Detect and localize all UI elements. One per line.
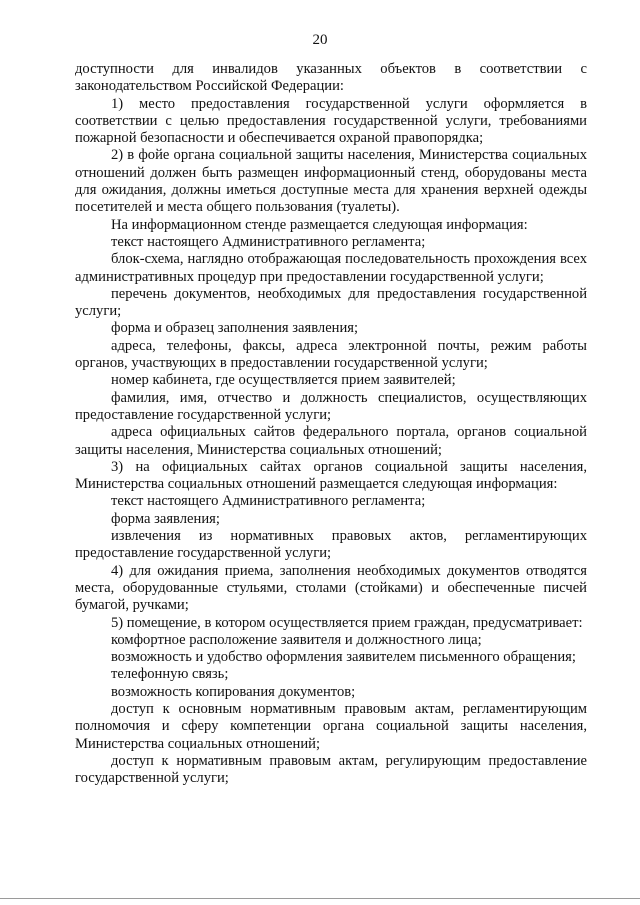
paragraph: адреса, телефоны, факсы, адреса электронной почты, режим работы органов, участвующих в предоставлении государственной услуги; [75,337,587,372]
paragraph: 3) на официальных сайтах органов социальной защиты населения, Министерства социальных отношений размещается следующая информация: [75,458,587,493]
paragraph: перечень документов, необходимых для предоставления государственной услуги; [75,285,587,320]
paragraph: форма заявления; [111,510,220,527]
paragraph: адреса официальных сайтов федерального портала, органов социальной защиты населения, Министерства социальных отношений; [75,424,587,458]
paragraph: блок-схема, наглядно отображающая последовательность прохождения всех административных процедур при предоставлении государственной услуги; [75,251,587,285]
paragraph: На информационном стенде размещается следующая информация: [111,216,528,233]
paragraph: 2) в фойе органа социальной защиты населения, Министерства социальных отношений должен быть размещен информационный стенд, оборудованы места для ожидания, должны иметься доступные места для хранения верхней одежды посетителей и места общего пользования (туалеты). [75,147,587,216]
paragraph: телефонную связь; [111,666,229,683]
paragraph: форма и образец заполнения заявления; [111,320,359,337]
paragraph: доступ к нормативным правовым актам, регулирующим предоставление государственной услуги; [75,752,587,787]
scan-edge-line [0,898,640,899]
paragraph: 1) место предоставления государственной услуги оформляется в соответствии с целью предоставления государственной услуги, требованиями пожарной безопасности и обеспечивается охраной правопорядка; [75,95,587,147]
paragraph: фамилия, имя, отчество и должность специалистов, осуществляющих предоставление государственной услуги; [75,389,587,423]
paragraph: комфортное расположение заявителя и должностного лица; [111,631,482,648]
paragraph: доступности для инвалидов указанных объектов в соответствии с законодательством Российской Федерации: [75,61,587,95]
paragraph: текст настоящего Административного регламента; [111,493,426,510]
paragraph: извлечения из нормативных правовых актов, регламентирующих предоставление государственной услуги; [75,528,587,562]
paragraph: доступ к основным нормативным правовым актам, регламентирующим полномочия и сферу компетенции органа социальной защиты населения, Министерства социальных отношений; [75,700,587,752]
paragraph: 5) помещение, в котором осуществляется прием граждан, предусматривает: [111,614,583,631]
paragraph: возможность и удобство оформления заявителем письменного обращения; [111,649,576,666]
paragraph: номер кабинета, где осуществляется прием заявителей; [111,372,456,389]
paragraph: возможность копирования документов; [111,683,356,700]
document-body [75,61,587,787]
page-number: 20 [312,32,328,48]
paragraph: 4) для ожидания приема, заполнения необходимых документов отводятся места, оборудованные стульями, столами (стойками) и обеспеченные писчей бумагой, ручками; [75,562,587,614]
paragraph: текст настоящего Административного регламента; [111,233,426,250]
